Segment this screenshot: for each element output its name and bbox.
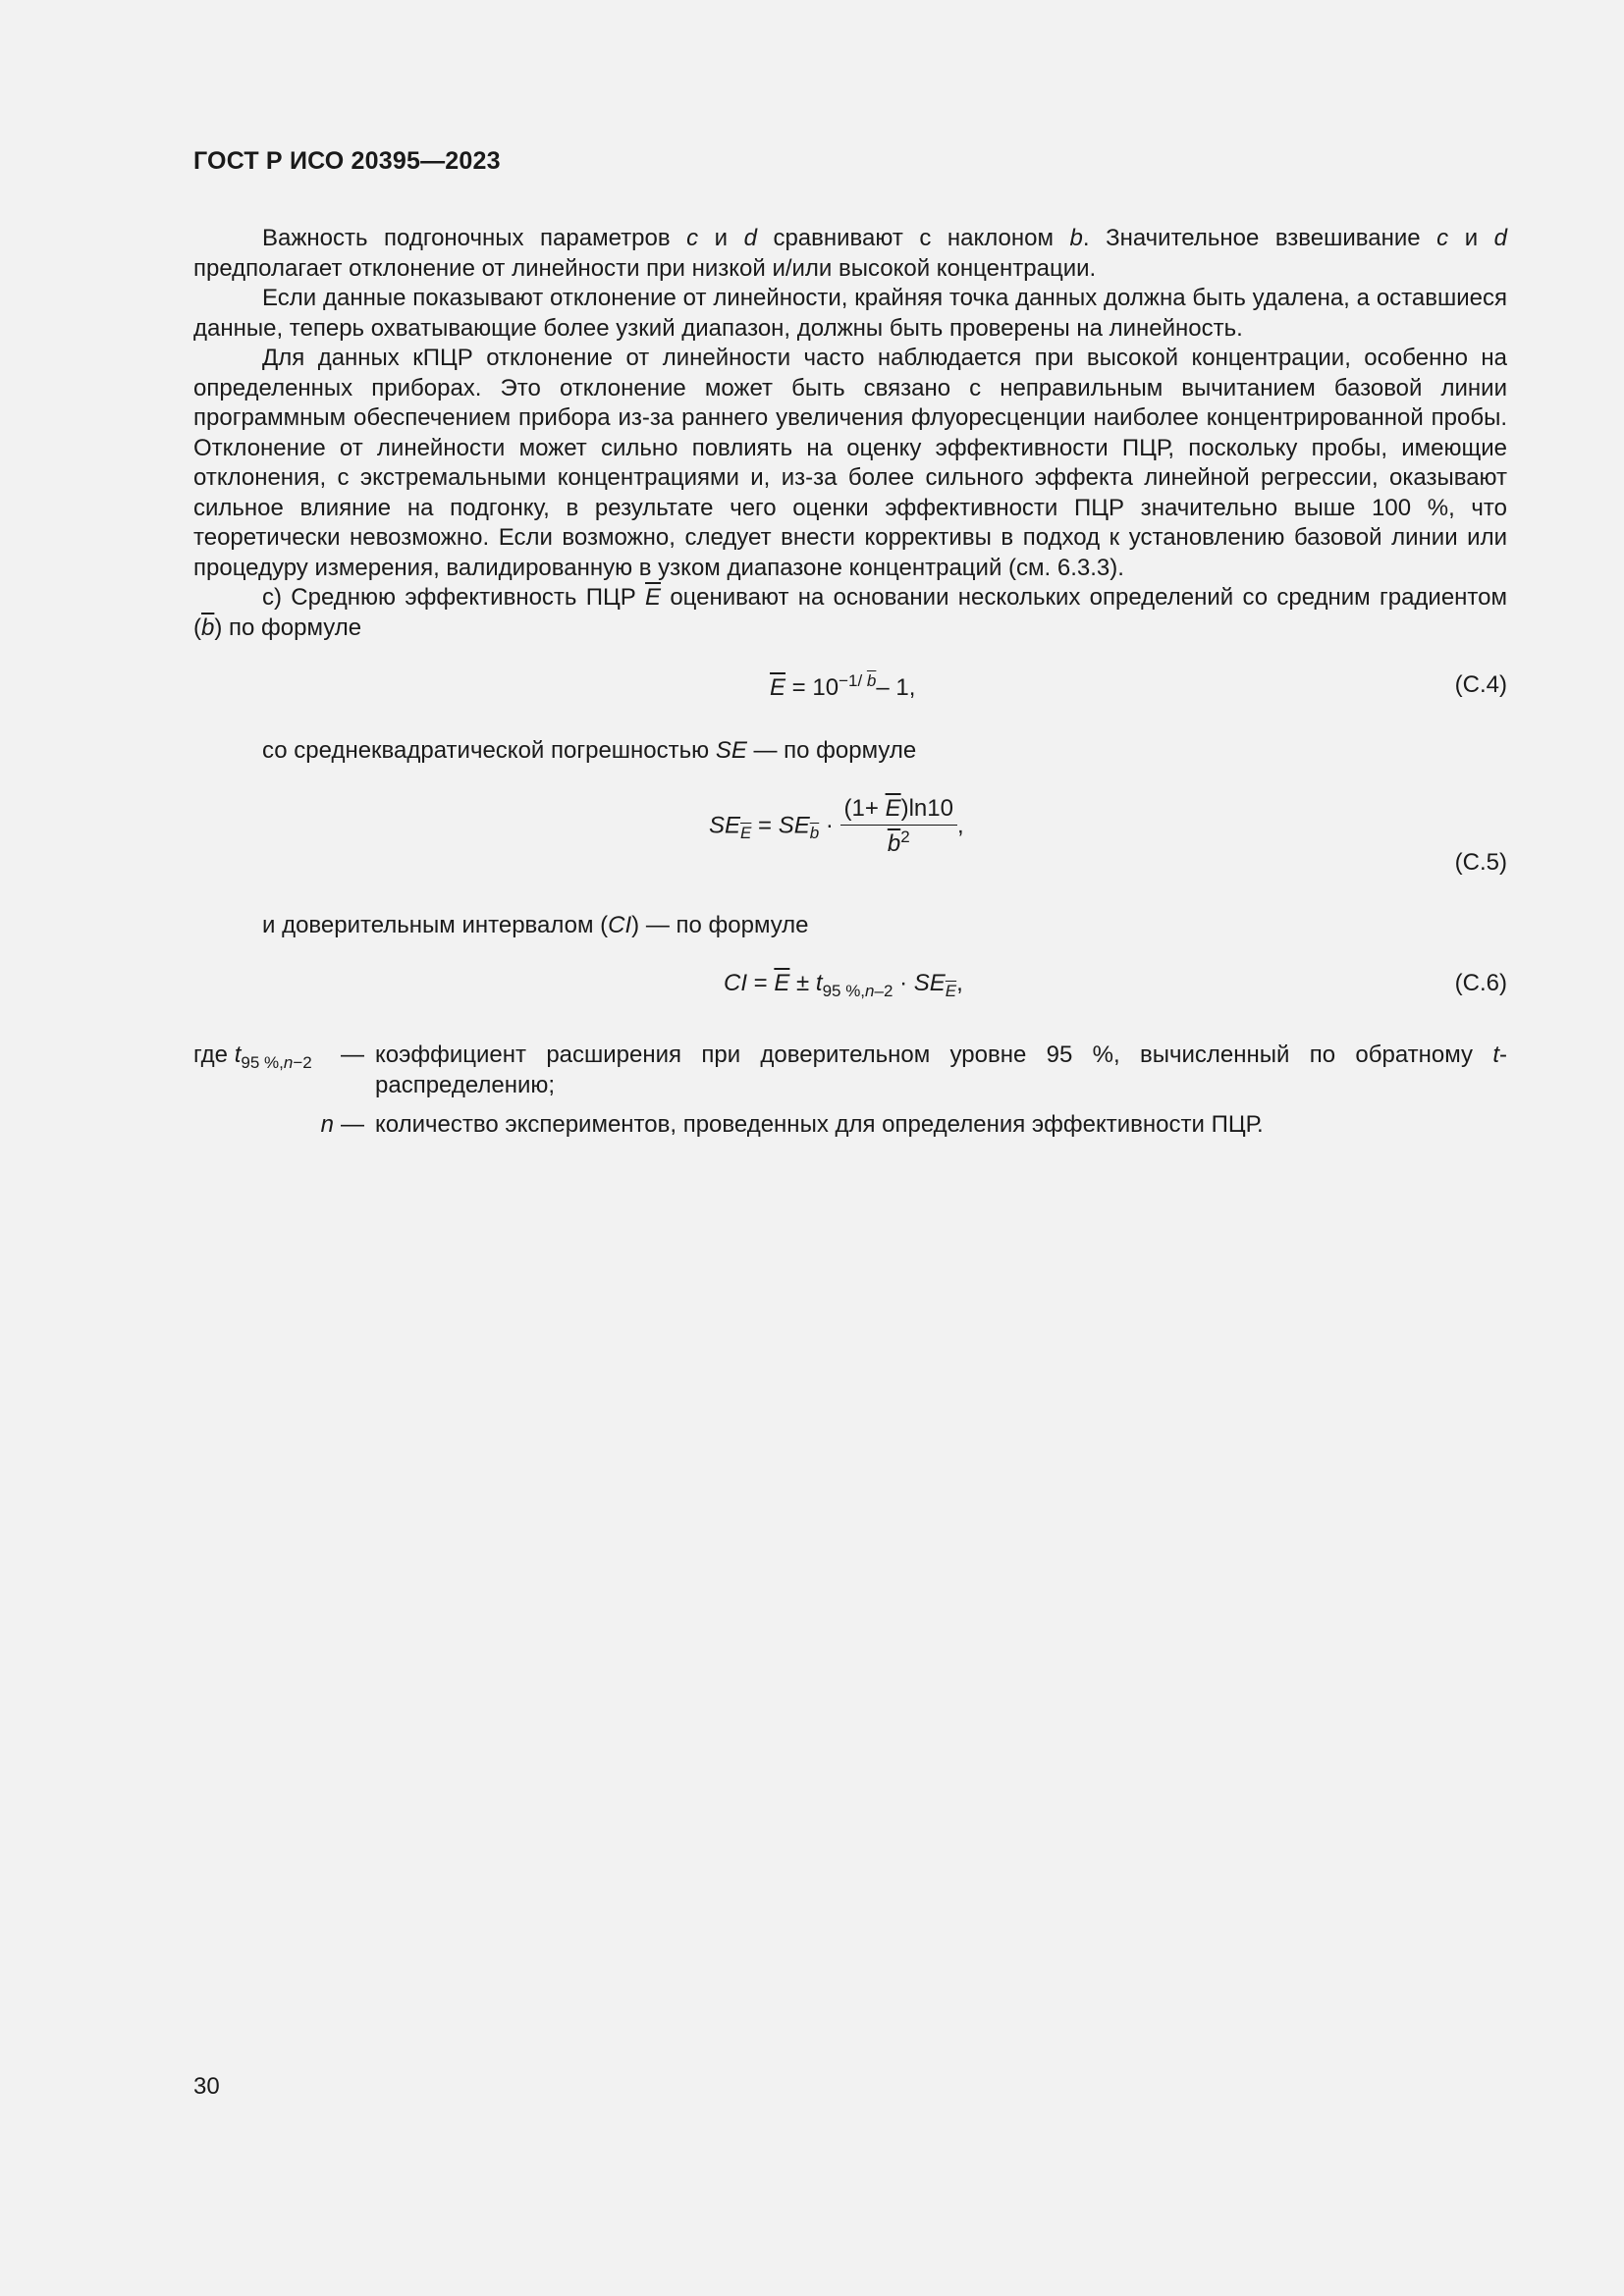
formula-c5-expression: $SE_{\overline{E}} = SE_{\overline{b}}$ · $\frac{(1+ \overline{E})\ln 10}{\overline{b}^2}$ , [709,795,964,857]
equation-number-c4: (С.4) [1454,671,1507,698]
fraction-numerator: $(1+ \overline{E})\ln 10$ [840,795,957,826]
paragraph-3: Для данных кПЦР отклонение от линейности часто наблюдается при высокой концентрации, особенно на определенных приборах. Это отклонение может быть связано с неправильным вычитанием базовой линии программным обеспечением прибора из-за раннего увеличения флуоресценции наиболее концентрированной пробы. Отклонение от линейности может сильно повлиять на оценку эффективности ПЦР, поскольку пробы, имеющие отклонения, с экстремальными концентрациями и, из-за более сильного эффекта линейной регрессии, оказывают сильное влияние на подгонку, в результате чего оценки эффективности ПЦР значительно выше 100 %, что теоретически невозможно. Если возможно, следует внести коррективы в подход к установлению базовой линии или процедуру измерения, валидированную в узком диапазоне концентраций (см. 6.3.3). [193,345,1507,581]
definition-term-t: где $t_{95 \%,n-2}$ [193,1041,312,1072]
definition-desc-n: количество экспериментов, проведенных для определения эффективности ПЦР. [375,1111,1264,1138]
fraction [840,795,957,858]
equation-number-c5: (С.5) [1454,849,1507,876]
formula-c6 [193,970,1507,1005]
definition-dash: — [341,1041,364,1068]
paragraph-2: Если данные показывают отклонение от линейности, крайняя точка данных должна быть удалена, а оставшиеся данные, теперь охватывающие более узкий диапазон, должны быть проверены на линейность. [193,285,1507,342]
formula-c5-intro: со среднеквадратической погрешностью SE — по формуле [262,737,917,764]
document-header: ГОСТ Р ИСО 20395—2023 [193,147,501,175]
variable-definitions [193,1041,1507,1141]
formula-c4 [193,671,1507,705]
definition-desc-t: коэффициент расширения при доверительном уровне 95 %, вычисленный по обратному t-распределению; [375,1041,1507,1098]
formula-c6-intro: и доверительным интервалом (CI) — по формуле [262,912,809,938]
paragraph-4: c) Среднюю эффективность ПЦР $\overline{E}$ оценивают на основании нескольких определений со средним градиентом $(\overline{b})$ по формуле [193,584,1507,641]
fraction-denominator: $\overline{b}^2$ [887,828,910,857]
formula-c6-expression: CI = $\overline{E} \pm t_{95 \%,n-2} \cdot SE_{\overline{E}}$, [724,970,963,1000]
definition-n [193,1110,1507,1141]
formula-c4-expression: $\overline{E} = 10^{-1/ \overline{b}}-$ 1, [770,671,916,701]
body-text [193,224,1507,643]
definition-dash: — [341,1111,364,1138]
equation-number-c6: (С.6) [1454,970,1507,996]
definition-t [193,1041,1507,1100]
page-number: 30 [193,2073,220,2100]
formula-c5 [193,795,1507,893]
definition-term-n: n [320,1111,334,1138]
paragraph-1: Важность подгоночных параметров c и d сравнивают с наклоном b. Значительное взвешивание c и d предполагает отклонение от линейности при низкой и/или высокой концентрации. [193,225,1507,282]
